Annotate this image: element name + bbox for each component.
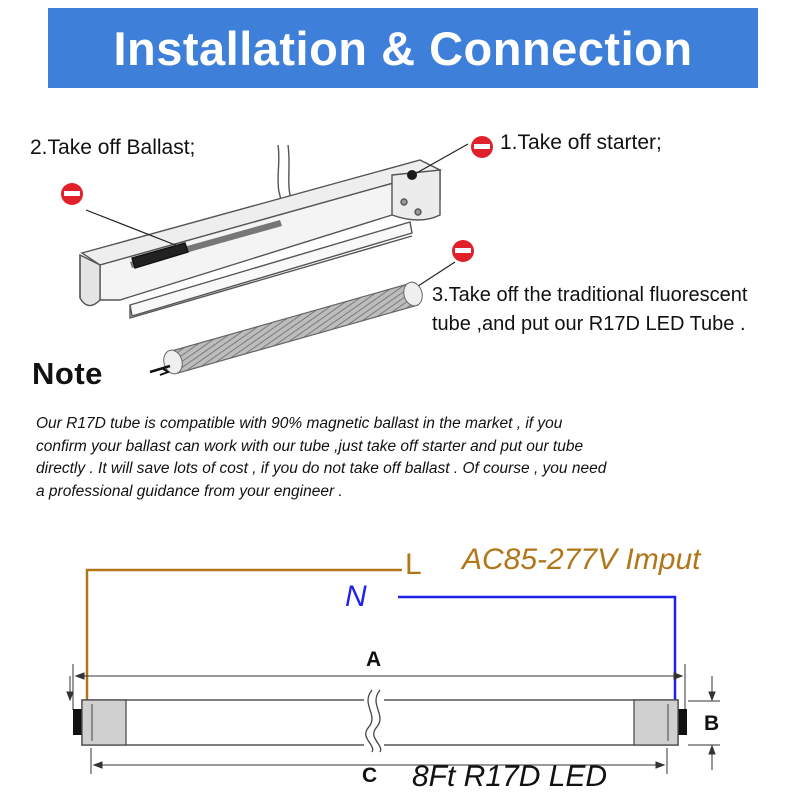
neutral-label: N (345, 580, 367, 613)
note-heading: Note (32, 356, 103, 391)
note-line: directly . It will save lots of cost , if you do not take off ballast . Of course , you need (36, 460, 607, 477)
dimension-a-label: A (366, 648, 382, 671)
no-entry-icon (61, 183, 83, 205)
live-label: L (405, 548, 422, 581)
step-take-off-starter: 1.Take off starter; (500, 131, 662, 154)
page-title: Installation & Connection (113, 21, 693, 75)
step-replace-tube-line-1: 3.Take off the traditional fluorescent (432, 284, 748, 306)
dimension-left-marker (67, 676, 73, 700)
dimension-c-label: C (362, 764, 378, 787)
step-replace-tube (432, 281, 747, 339)
note-line: confirm your ballast can work with our tube ,just take off starter and put our tube (36, 437, 584, 455)
note-text (36, 413, 781, 503)
note-line: Our R17D tube is compatible with 90% magnetic ballast in the market , if you (36, 415, 563, 432)
input-voltage-label: AC85-277V Imput (462, 543, 701, 576)
product-label: 8Ft R17D LED (412, 760, 608, 793)
dimension-b-label: B (704, 712, 720, 735)
no-entry-icon (471, 136, 493, 158)
led-tube (73, 690, 687, 752)
step-replace-tube-line-2: tube ,and put our R17D LED Tube . (432, 313, 746, 335)
no-entry-icon (452, 240, 474, 262)
note-line: a professional guidance from your engineer . (36, 482, 343, 500)
step-take-off-ballast: 2.Take off Ballast; (30, 136, 196, 159)
